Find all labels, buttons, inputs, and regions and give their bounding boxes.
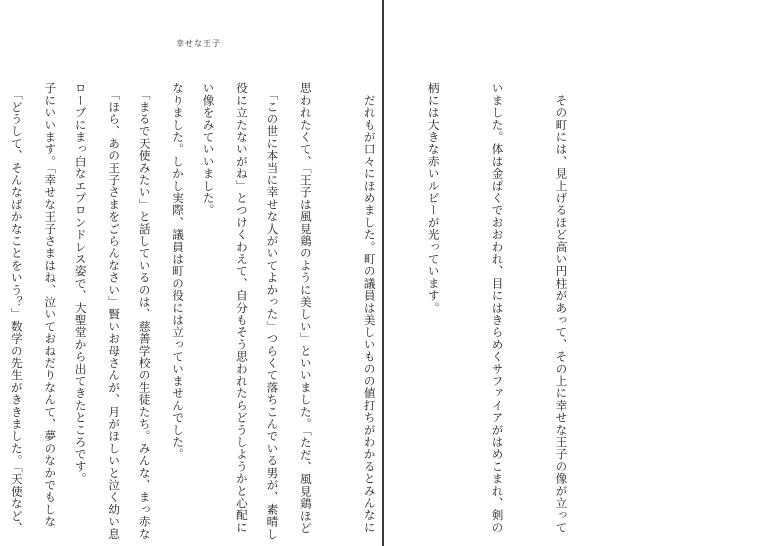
text-line: 「ほら、あの王子さまをごらんなさい」賢いお母さんが、月がほしいと泣く幼い息	[107, 82, 122, 540]
text-line: なりました。しかし実際、議員は町の役には立っていませんでした。	[171, 82, 186, 461]
text-line: だれもが口々にほめました。町の議員は美しいものの値打ちがわかるとみんなに	[362, 82, 377, 534]
running-head: 幸せな王子	[176, 39, 221, 48]
text-line: 思われたくて、「王子は風見鶏のように美しい」といいました。「ただ、風見鶏ほど	[298, 82, 313, 534]
text-line: いました。体は金ぱくでおおわれ、目にはきらめくサファイアがはめこまれ、剣の	[490, 82, 505, 534]
text-line: い像をみていいました。	[201, 82, 216, 217]
text-line: 「どうして、そんなばかなことをいう？」数学の先生がききました。「天使など、	[9, 82, 24, 534]
text-line: ローブにまっ白なエプロンドレス姿で、大聖堂から出てきたところです。	[73, 82, 88, 485]
right-page-text	[0, 82, 614, 540]
text-line: 「まるで天使みたい」と話しているのは、慈善学校の生徒たち。みんな、まっ赤な	[137, 82, 152, 540]
text-line: 役に立たないがね」とつけくわえて、自分もそう思われたらどうしようかと心配に	[234, 82, 249, 534]
text-line: その町には、見上げるほど高い円柱があって、その上に幸せな王子の像が立って	[554, 82, 569, 534]
text-line: 柄には大きな赤いルビーが光っています。	[426, 82, 441, 314]
text-line: 子にいいます。「幸せな王子さまはね、泣いておねだりなんて、夢のなかでもしな	[43, 82, 58, 528]
text-line: 「この世に本当に幸せな人がいてよかった」つらくて落ちこんでいる男が、素晴し	[265, 82, 280, 540]
